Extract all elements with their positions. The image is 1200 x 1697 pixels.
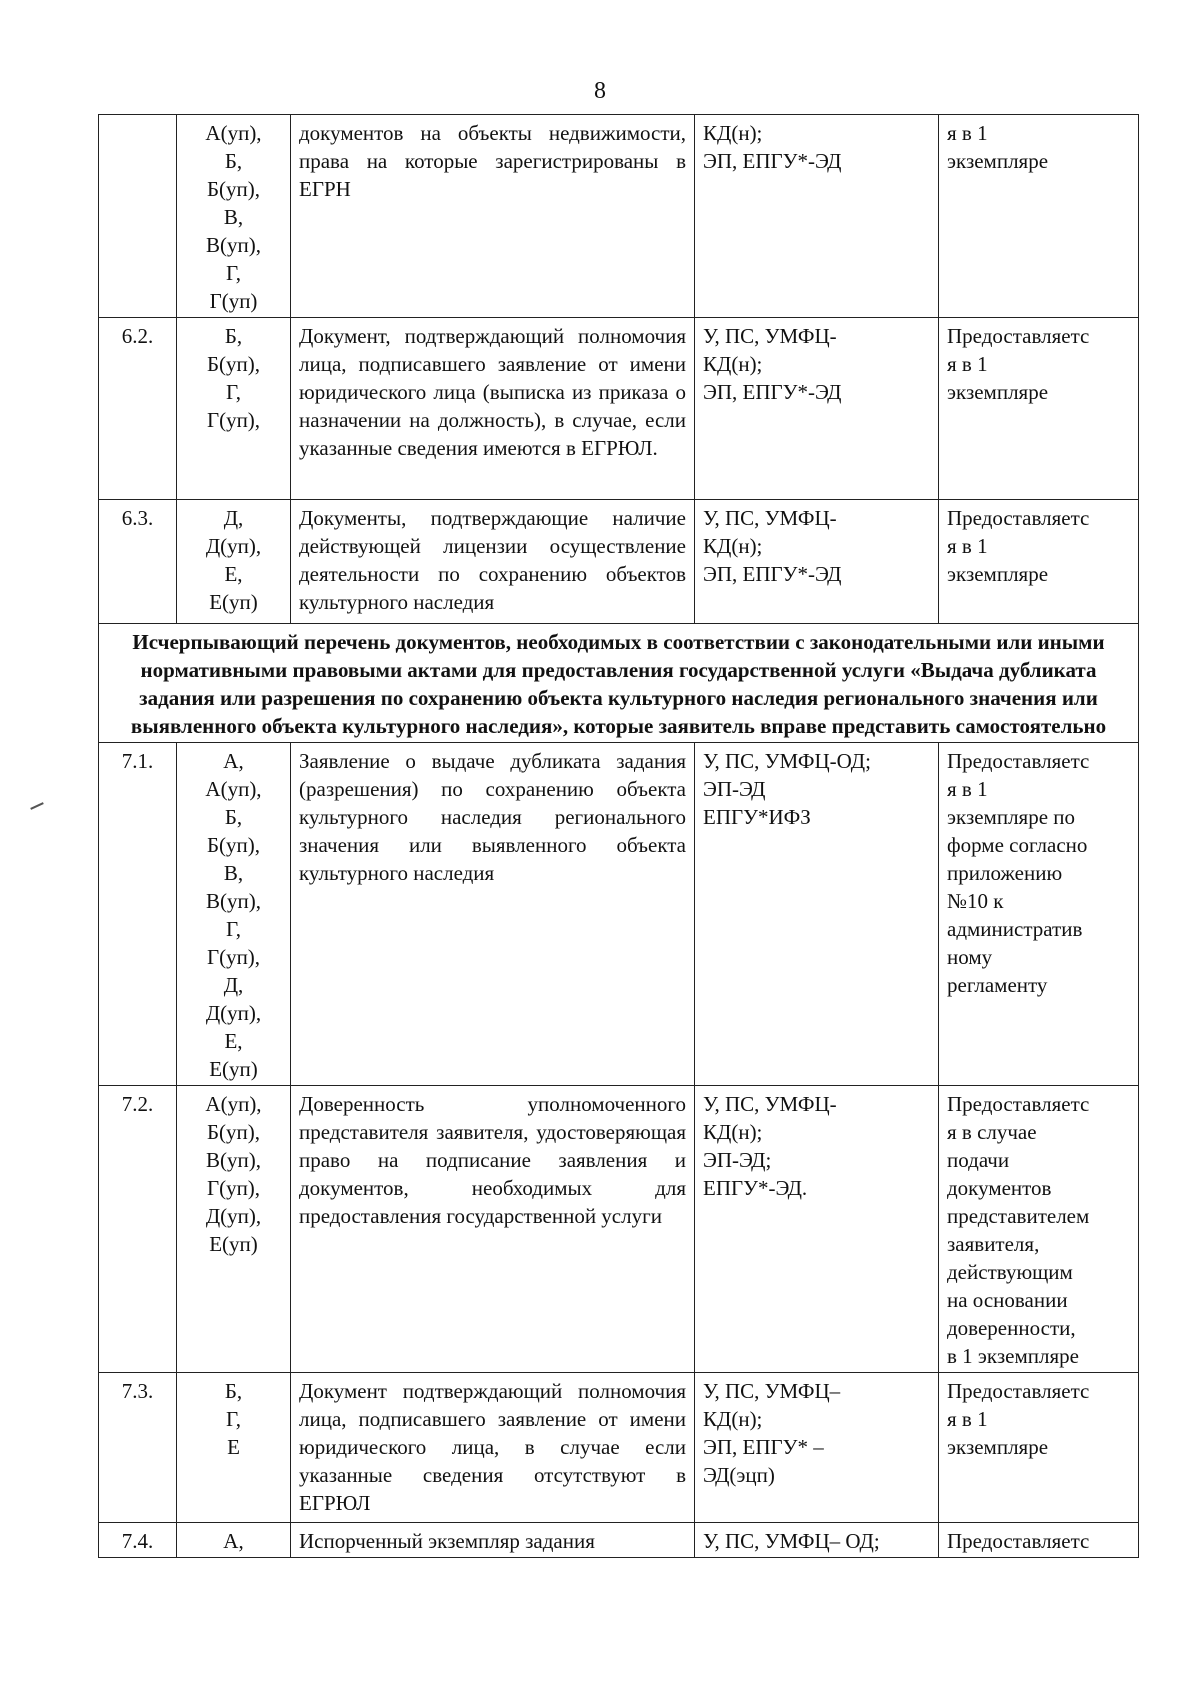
row-number: 7.2. (99, 1086, 177, 1373)
documents-table (98, 114, 1139, 1558)
document-description: документов на объекты недвижимости, права на которые зарегистрированы в ЕГРН (291, 115, 695, 318)
submission-methods: У, ПС, УМФЦ- КД(н); ЭП-ЭД; ЕПГУ*-ЭД. (695, 1086, 939, 1373)
row-number: 6.2. (99, 318, 177, 500)
table-row (99, 743, 1139, 1086)
table-row (99, 115, 1139, 318)
submission-methods: У, ПС, УМФЦ- КД(н); ЭП, ЕПГУ*-ЭД (695, 318, 939, 500)
applicant-categories: А(уп), Б, Б(уп), В, В(уп), Г, Г(уп) (177, 115, 291, 318)
document-description: Документы, подтверждающие наличие действующей лицензии осуществление деятельности по сохранению объектов культурного наследия (291, 500, 695, 624)
applicant-categories: Д, Д(уп), Е, Е(уп) (177, 500, 291, 624)
document-description: Заявление о выдаче дубликата задания (разрешения) по сохранению объекта культурного наследия регионального значения или выявленного объекта культурного наследия (291, 743, 695, 1086)
page-number: 8 (594, 78, 606, 104)
submission-note: я в 1 экземпляре (939, 115, 1139, 318)
submission-note: Предоставляетс я в 1 экземпляре (939, 318, 1139, 500)
row-number: 7.3. (99, 1373, 177, 1523)
submission-note: Предоставляетс я в 1 экземпляре (939, 1373, 1139, 1523)
row-number: 7.1. (99, 743, 177, 1086)
table-row (99, 1523, 1139, 1558)
row-number: 7.4. (99, 1523, 177, 1558)
table-row (99, 500, 1139, 624)
applicant-categories: А, А(уп), Б, Б(уп), В, В(уп), Г, Г(уп), Д, Д(уп), Е, Е(уп) (177, 743, 291, 1086)
applicant-categories: Б, Б(уп), Г, Г(уп), (177, 318, 291, 500)
row-number (99, 115, 177, 318)
submission-note: Предоставляетс я в 1 экземпляре по форме согласно приложению №10 к административ ному регламенту (939, 743, 1139, 1086)
applicant-categories: А, (177, 1523, 291, 1558)
document-description: Доверенность уполномоченного представителя заявителя, удостоверяющая право на подписание заявления и документов, необходимых для предоставления государственной услуги (291, 1086, 695, 1373)
submission-methods: У, ПС, УМФЦ– КД(н); ЭП, ЕПГУ* – ЭД(эцп) (695, 1373, 939, 1523)
submission-methods: У, ПС, УМФЦ– ОД; (695, 1523, 939, 1558)
table-row (99, 318, 1139, 500)
section-heading-row (99, 624, 1139, 743)
applicant-categories: Б, Г, Е (177, 1373, 291, 1523)
document-description: Документ подтверждающий полномочия лица, подписавшего заявление от имени юридического лица, в случае если указанные сведения отсутствуют в ЕГРЮЛ (291, 1373, 695, 1523)
document-description: Испорченный экземпляр задания (291, 1523, 695, 1558)
submission-methods: У, ПС, УМФЦ- КД(н); ЭП, ЕПГУ*-ЭД (695, 500, 939, 624)
submission-note: Предоставляетс (939, 1523, 1139, 1558)
section-heading: Исчерпывающий перечень документов, необходимых в соответствии с законодательными или иными нормативными правовыми актами для предоставления государственной услуги «Выдача дубликата задания или разрешения по сохранению объекта культурного наследия регионального значения или выявленного объекта культурного наследия», которые заявитель вправе представить самостоятельно (99, 624, 1139, 743)
table-row (99, 1373, 1139, 1523)
submission-note: Предоставляетс я в случае подачи документов представителем заявителя, действующим на основании доверенности, в 1 экземпляре (939, 1086, 1139, 1373)
document-description: Документ, подтверждающий полномочия лица, подписавшего заявление от имени юридического лица (выписка из приказа о назначении на должность), в случае, если указанные сведения имеются в ЕГРЮЛ. (291, 318, 695, 500)
row-number: 6.3. (99, 500, 177, 624)
table-row (99, 1086, 1139, 1373)
margin-pencil-mark (30, 802, 44, 810)
submission-methods: У, ПС, УМФЦ-ОД; ЭП-ЭД ЕПГУ*ИФЗ (695, 743, 939, 1086)
submission-methods: КД(н); ЭП, ЕПГУ*-ЭД (695, 115, 939, 318)
submission-note: Предоставляетс я в 1 экземпляре (939, 500, 1139, 624)
applicant-categories: А(уп), Б(уп), В(уп), Г(уп), Д(уп), Е(уп) (177, 1086, 291, 1373)
